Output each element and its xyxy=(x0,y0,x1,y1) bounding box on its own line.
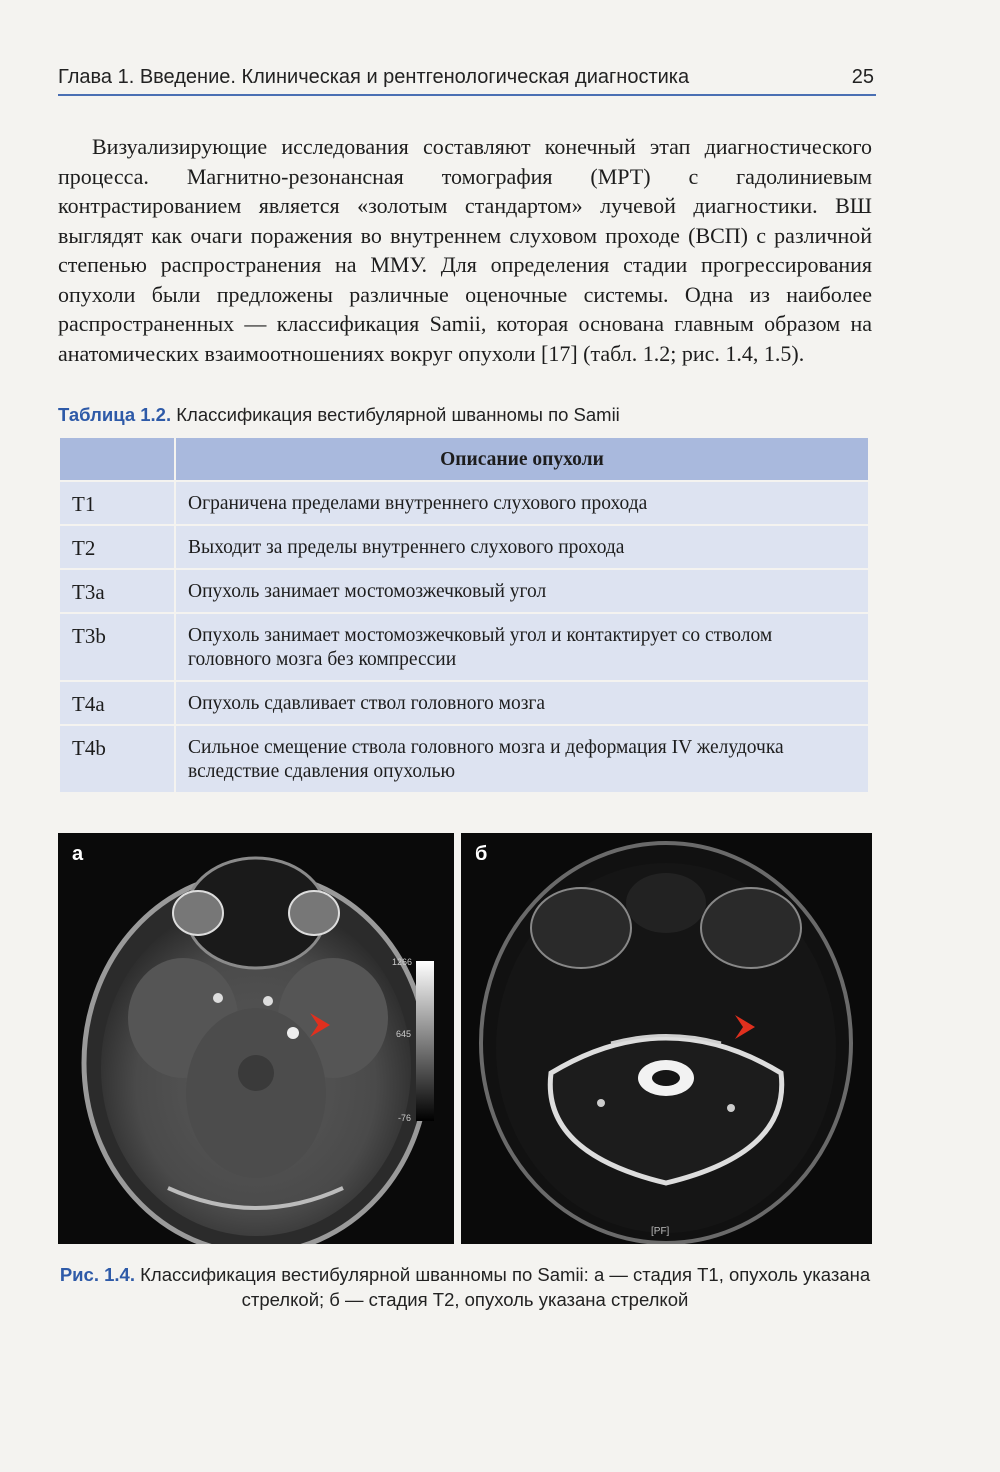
panel-b-label: б xyxy=(475,843,488,865)
stage-cell: T4a xyxy=(59,681,175,725)
description-cell: Выходит за пределы внутреннего слухового прохода xyxy=(175,525,869,569)
stage-cell: T3b xyxy=(59,613,175,681)
chapter-title: Глава 1. Введение. Клиническая и рентгенологическая диагностика xyxy=(58,66,690,88)
mri-a-drawing xyxy=(58,833,454,1244)
stage-cell: T1 xyxy=(59,481,175,525)
mri-b-drawing xyxy=(461,833,872,1244)
pf-label: [PF] xyxy=(651,1226,670,1237)
description-cell: Опухоль сдавливает ствол головного мозга xyxy=(175,681,869,725)
table-caption xyxy=(58,404,872,426)
stage-column-header xyxy=(59,437,175,481)
table-header-row xyxy=(59,437,869,481)
table-row xyxy=(59,681,869,725)
table-caption-label: Таблица 1.2. xyxy=(58,404,172,425)
panel-a-label: а xyxy=(72,843,84,865)
description-cell: Опухоль занимает мостомозжечковый угол и контактирует со стволом головного мозга без компрессии xyxy=(175,613,869,681)
page-header xyxy=(58,64,876,96)
description-cell: Ограничена пределами внутреннего слухового прохода xyxy=(175,481,869,525)
stage-cell: T2 xyxy=(59,525,175,569)
samii-classification-table xyxy=(58,436,870,794)
page-number: 25 xyxy=(851,66,874,88)
body-paragraph: Визуализирующие исследования составляют конечный этап диагностического процесса. Магнитно-резонансная томография (МРТ) с гадолиниевым контрастированием является «золотым стандартом» лучевой диагностики. ВШ выглядят как очаги поражения во внутреннем слуховом проходе (ВСП) с различной степенью распространения на ММУ. Для определения стадии прогрессирования опухоли были предложены различные оценочные системы. Одна из наиболее распространенных — классификация Samii, которая основана главным образом на анатомических взаимоотношениях вокруг опухоли [17] (табл. 1.2; рис. 1.4, 1.5). xyxy=(58,134,872,366)
table-row xyxy=(59,613,869,681)
stage-cell: T3a xyxy=(59,569,175,613)
description-column-header: Описание опухоли xyxy=(175,437,869,481)
table-row xyxy=(59,481,869,525)
mri-image-b xyxy=(461,833,872,1244)
table-caption-text: Классификация вестибулярной шванномы по Samii xyxy=(171,404,620,425)
figure-caption-text: Классификация вестибулярной шванномы по Samii: а — стадия T1, опухоль указана стрелкой; б — стадия T2, опухоль указана стрелкой xyxy=(134,1264,871,1310)
description-cell: Сильное смещение ствола головного мозга и деформация IV желудочка вследствие сдавления опухолью xyxy=(175,725,869,793)
mri-image-a xyxy=(58,833,454,1244)
figure-caption-label: Рис. 1.4. xyxy=(59,1264,135,1285)
table-row xyxy=(59,725,869,793)
scale-bottom-label: -76 xyxy=(398,1113,412,1123)
table-row xyxy=(59,525,869,569)
table-row xyxy=(59,569,869,613)
scale-top-label: 1266 xyxy=(392,957,413,967)
scale-mid-label: 645 xyxy=(396,1029,412,1039)
description-cell: Опухоль занимает мостомозжечковый угол xyxy=(175,569,869,613)
figure-caption xyxy=(58,1262,872,1312)
stage-cell: T4b xyxy=(59,725,175,793)
